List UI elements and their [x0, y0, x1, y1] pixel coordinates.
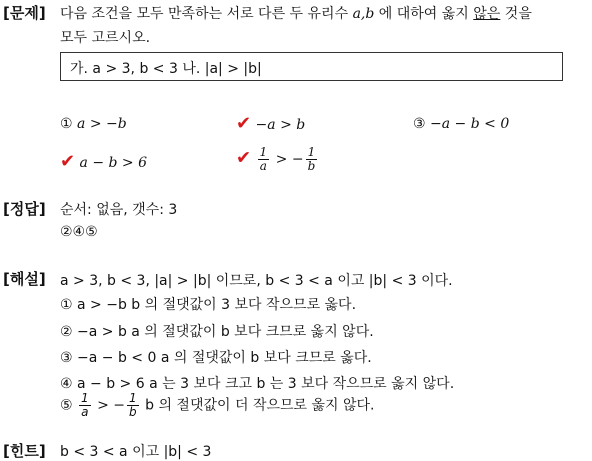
explanation-line-5-suffix: b 의 절댓값이 더 작으므로 옳지 않다.: [145, 397, 375, 414]
explanation-line: ③ −a − b < 0 a 의 절댓값이 b 보다 크므로 옳다.: [60, 350, 372, 366]
fraction-1-over-a: [79, 392, 91, 419]
question-tag: [문제]: [3, 4, 46, 22]
fraction-denominator: b: [307, 159, 316, 173]
fraction-numerator: 1: [307, 145, 316, 159]
choice-3[interactable]: [413, 116, 509, 132]
choice-1[interactable]: [60, 116, 127, 132]
question-text-prefix: 다음 조건을 모두 만족하는 서로 다른 두 유리수: [60, 6, 353, 22]
explanation-line: ④ a − b > 6 a 는 3 보다 크고 b 는 3 보다 작으므로 옳지 않다.: [60, 376, 455, 392]
fraction-denominator: a: [259, 159, 267, 173]
explanation-line: a > 3, b < 3, |a| > |b| 이므로, b < 3 < a 이고 |b| < 3 이다.: [60, 273, 453, 289]
question-line-1: [60, 3, 532, 23]
explanation-line-5: [60, 392, 375, 419]
fraction-numerator: 1: [81, 391, 89, 405]
fraction-denominator: a: [81, 405, 89, 419]
choice-1-text: a > −b: [77, 116, 127, 132]
fraction-1-over-b: [127, 392, 139, 419]
fraction-numerator: 1: [259, 145, 268, 159]
check-mark-icon: ✔: [60, 151, 76, 172]
fraction-1-over-a: [258, 146, 270, 173]
hint-tag: [힌트]: [3, 442, 46, 460]
question-vars: a,b: [352, 6, 375, 22]
explanation-line-5-mid: > −: [92, 397, 126, 414]
choice-1-number: ①: [60, 116, 73, 132]
fraction-numerator: 1: [129, 391, 137, 405]
answer-tag: [정답]: [3, 200, 46, 218]
check-mark-icon: ✔: [236, 147, 252, 169]
question-text-mid: 에 대하여 옳지: [374, 6, 474, 22]
choice-2[interactable]: [236, 113, 305, 134]
choice-4[interactable]: [60, 151, 147, 172]
check-mark-icon: ✔: [236, 113, 252, 134]
choice-2-text: −a > b: [255, 117, 306, 133]
choice-3-number: ③: [413, 116, 426, 132]
question-line-2: 모두 고르시오.: [60, 30, 151, 46]
choice-4-text: a − b > 6: [79, 155, 148, 171]
choice-5-mid: > −: [271, 151, 304, 168]
explanation-line-5-number: ⑤: [60, 397, 73, 414]
conditions-text: 가. a > 3, b < 3 나. |a| > |b|: [70, 61, 262, 77]
explanation-line: ② −a > b a 의 절댓값이 b 보다 크므로 옳지 않다.: [60, 324, 374, 340]
choice-3-text: −a − b < 0: [430, 116, 510, 132]
hint-text: b < 3 < a 이고 |b| < 3: [60, 444, 212, 460]
answer-line-1: 순서: 없음, 갯수: 3: [60, 202, 178, 218]
question-text-suffix: 것을: [500, 6, 532, 22]
fraction-1-over-b: [306, 146, 318, 173]
fraction-denominator: b: [129, 405, 137, 419]
choice-5[interactable]: [236, 146, 319, 173]
question-emphasis: 않은: [473, 6, 501, 22]
answer-line-2: ②④⑤: [60, 224, 98, 240]
explanation-tag: [해설]: [3, 270, 46, 288]
explanation-line: ① a > −b b 의 절댓값이 3 보다 작으므로 옳다.: [60, 297, 357, 313]
